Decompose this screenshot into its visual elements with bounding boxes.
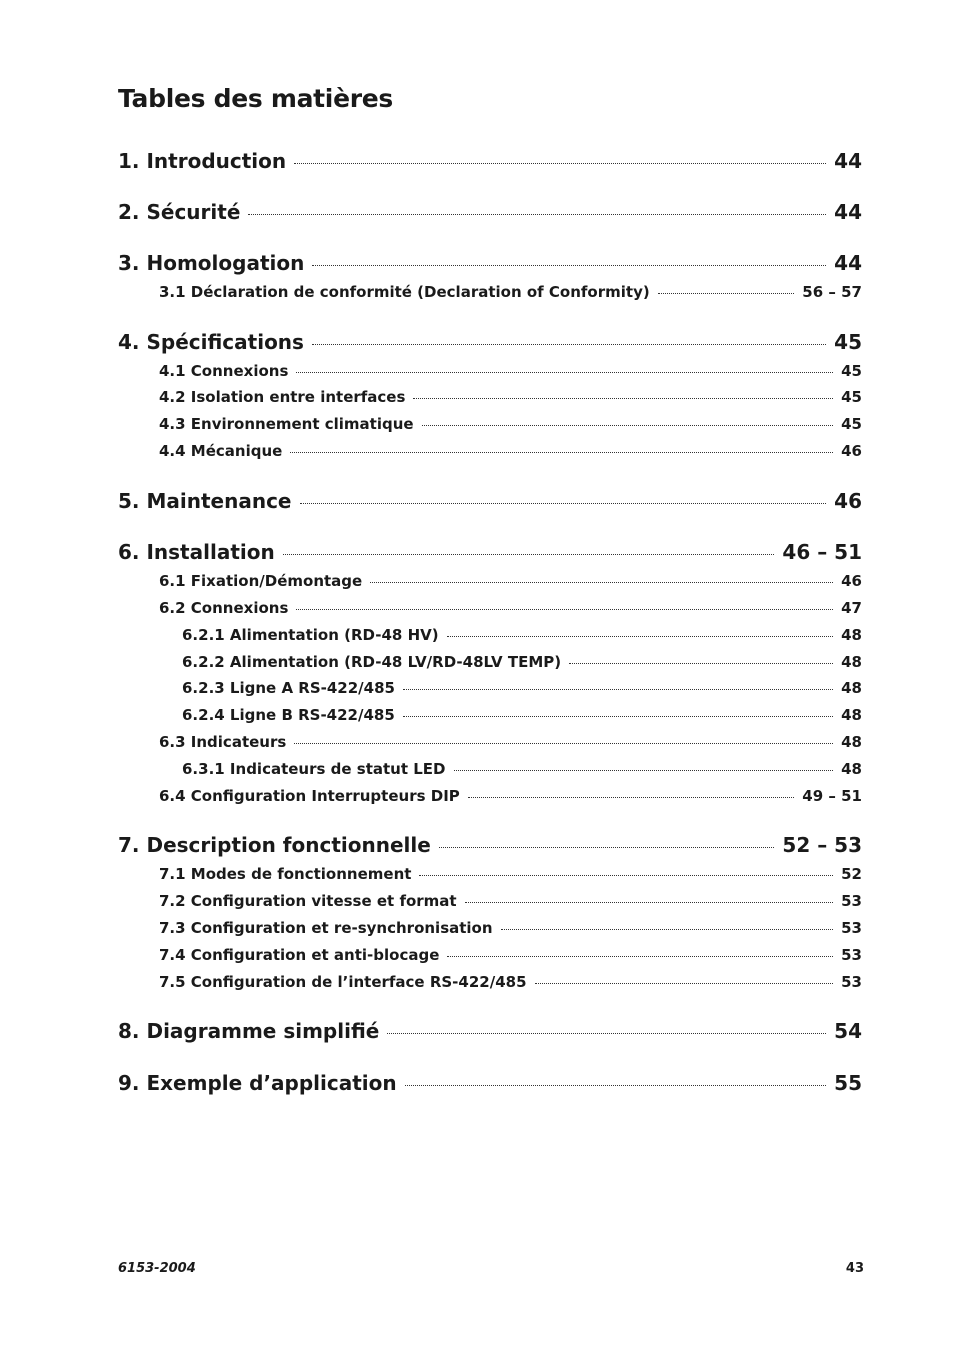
toc-entry[interactable]: 6.3.1 Indicateurs de statut LED 48	[182, 760, 862, 778]
dot-leader	[454, 770, 834, 771]
toc-entry[interactable]: 7.5 Configuration de l’interface RS-422/485 53	[159, 973, 862, 991]
dot-leader	[387, 1033, 826, 1034]
toc-entry[interactable]: 6.2 Connexions 47	[159, 599, 862, 617]
dot-leader	[422, 425, 834, 426]
dot-leader	[296, 609, 833, 610]
toc-entry[interactable]: 4.4 Mécanique 46	[159, 442, 862, 460]
dot-leader	[447, 636, 834, 637]
dot-leader	[439, 847, 775, 848]
toc-entry[interactable]: 9. Exemple d’application 55	[118, 1071, 862, 1095]
dot-leader	[501, 929, 834, 930]
toc-entry[interactable]: 6.4 Configuration Interrupteurs DIP 49 – 51	[159, 787, 862, 805]
dot-leader	[405, 1085, 827, 1086]
toc-entry[interactable]: 2. Sécurité 44	[118, 200, 862, 224]
dot-leader	[290, 452, 833, 453]
dot-leader	[248, 214, 826, 215]
toc-entry[interactable]: 4.1 Connexions 45	[159, 362, 862, 380]
dot-leader	[413, 398, 833, 399]
toc-entry[interactable]: 6.2.2 Alimentation (RD-48 LV/RD-48LV TEMP) 48	[182, 653, 862, 671]
page-title: Tables des matières	[118, 84, 394, 113]
toc-entry[interactable]: 6. Installation 46 – 51	[118, 540, 862, 564]
dot-leader	[294, 163, 826, 164]
toc-entry[interactable]: 6.2.4 Ligne B RS-422/485 48	[182, 706, 862, 724]
dot-leader	[300, 503, 827, 504]
toc-entry[interactable]: 5. Maintenance 46	[118, 489, 862, 513]
dot-leader	[658, 293, 795, 294]
toc-entry[interactable]: 6.2.3 Ligne A RS-422/485 48	[182, 679, 862, 697]
dot-leader	[535, 983, 834, 984]
toc-entry[interactable]: 4.2 Isolation entre interfaces 45	[159, 388, 862, 406]
toc-entry[interactable]: 7.2 Configuration vitesse et format 53	[159, 892, 862, 910]
toc-entry[interactable]: 4.3 Environnement climatique 45	[159, 415, 862, 433]
dot-leader	[468, 797, 795, 798]
dot-leader	[447, 956, 833, 957]
dot-leader	[294, 743, 833, 744]
dot-leader	[569, 663, 833, 664]
dot-leader	[370, 582, 833, 583]
dot-leader	[283, 554, 775, 555]
dot-leader	[312, 344, 826, 345]
toc-entry[interactable]: 7.1 Modes de fonctionnement 52	[159, 865, 862, 883]
toc-entry[interactable]: 4. Spécifications 45	[118, 330, 862, 354]
dot-leader	[403, 716, 833, 717]
toc-entry[interactable]: 6.1 Fixation/Démontage 46	[159, 572, 862, 590]
dot-leader	[296, 372, 833, 373]
document-number: 6153-2004	[118, 1261, 196, 1276]
toc-entry[interactable]: 7. Description fonctionnelle 52 – 53	[118, 833, 862, 857]
page-number: 43	[845, 1261, 864, 1276]
toc-entry[interactable]: 1. Introduction 44	[118, 149, 862, 173]
toc-entry[interactable]: 7.3 Configuration et re-synchronisation 53	[159, 919, 862, 937]
toc-entry[interactable]: 6.2.1 Alimentation (RD-48 HV) 48	[182, 626, 862, 644]
toc-entry[interactable]: 7.4 Configuration et anti-blocage 53	[159, 946, 862, 964]
toc-entry[interactable]: 3. Homologation 44	[118, 251, 862, 275]
dot-leader	[403, 689, 833, 690]
dot-leader	[312, 265, 826, 266]
toc-entry[interactable]: 6.3 Indicateurs 48	[159, 733, 862, 751]
dot-leader	[465, 902, 834, 903]
toc-entry[interactable]: 3.1 Déclaration de conformité (Declaration of Conformity) 56 – 57	[159, 283, 862, 301]
toc-entry[interactable]: 8. Diagramme simplifié 54	[118, 1019, 862, 1043]
dot-leader	[419, 875, 833, 876]
